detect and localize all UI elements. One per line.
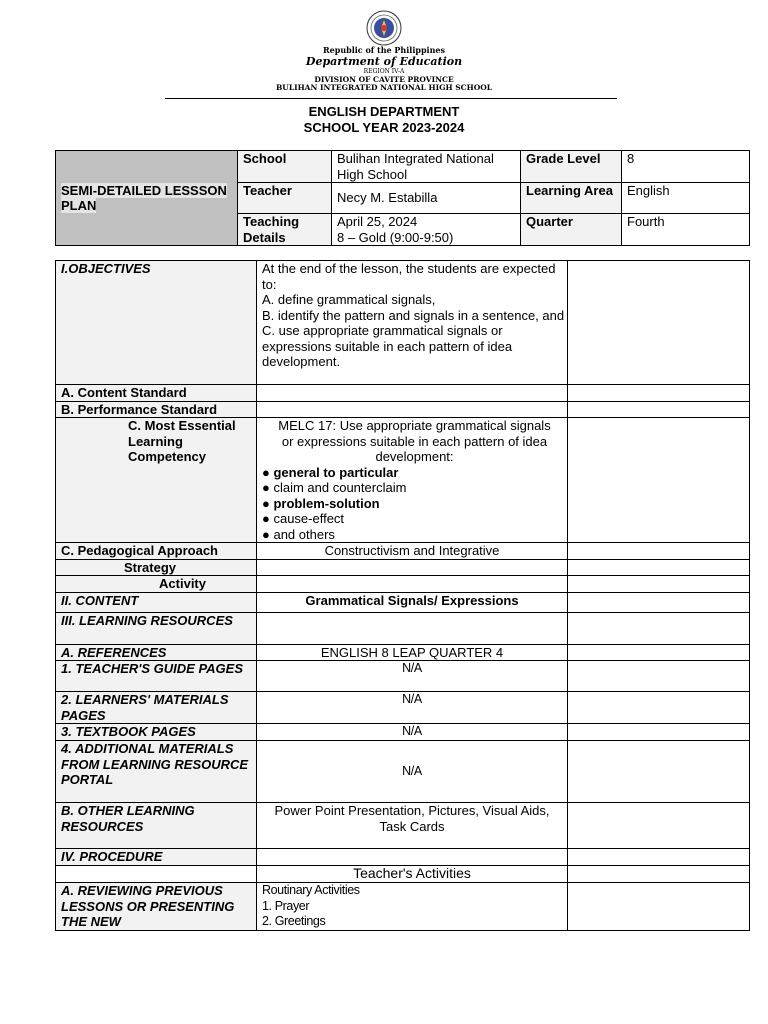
teacher-value: Necy M. Estabilla [332, 183, 521, 214]
pedagogical-approach-value: Constructivism and Integrative [257, 543, 568, 560]
list-item: Routinary Activities [262, 883, 360, 897]
list-item: 1. Prayer [262, 898, 310, 913]
list-item: ● and others [262, 526, 335, 542]
school-line: BULIHAN INTEGRATED NATIONAL HIGH SCHOOL [275, 83, 493, 92]
teacher-label: Teacher [238, 183, 332, 214]
deped-seal-icon [366, 10, 402, 46]
learning-area-label: Learning Area [521, 183, 622, 214]
procedure-label: IV. PROCEDURE [56, 849, 257, 866]
strategy-label: Strategy [56, 559, 257, 576]
reviewing-lessons-label: A. REVIEWING PREVIOUS LESSONS OR PRESENTING THE NEW [56, 883, 257, 931]
textbook-pages-value: N/A [257, 724, 568, 741]
content-standard-label: A. Content Standard [56, 385, 257, 402]
quarter-value: Fourth [622, 214, 750, 246]
performance-standard-label: B. Performance Standard [56, 401, 257, 418]
activity-label: Activity [56, 576, 257, 593]
routinary-activities [257, 883, 568, 931]
teaching-details-label: Teaching Details [238, 214, 332, 246]
pedagogical-approach-label: C. Pedagogical Approach [56, 543, 257, 560]
content-value: Grammatical Signals/ Expressions [257, 592, 568, 612]
teachers-guide-label: 1. TEACHER'S GUIDE PAGES [56, 661, 257, 692]
school-year-heading: SCHOOL YEAR 2023-2024 [303, 120, 465, 135]
teaching-details-value: April 25, 2024 8 – Gold (9:00-9:50) [332, 214, 521, 246]
grade-level-value: 8 [622, 151, 750, 183]
objectives-text: At the end of the lesson, the students are expected to: A. define grammatical signals, B. identify the pattern and signals in a sentence, and C. use appropriate grammatical signals or expressions suitable in each pattern of idea development. [257, 261, 568, 385]
region-line: REGION IV-A [363, 68, 405, 75]
division-line: DIVISION OF CAVITE PROVINCE [314, 75, 454, 84]
objectives-label: I.OBJECTIVES [56, 261, 257, 385]
list-item: ● problem-solution [262, 495, 380, 511]
additional-materials-value: N/A [257, 741, 568, 803]
school-value: Bulihan Integrated National High School [332, 151, 521, 183]
learning-area-value: English [622, 183, 750, 214]
department-line: Department of Education [305, 55, 463, 68]
content-label: II. CONTENT [56, 592, 257, 612]
list-item: ● general to particular [262, 464, 399, 480]
teacher-activities-header: Teacher's Activities [257, 866, 568, 883]
melc-text: MELC 17: Use appropriate grammatical signals or expressions suitable in each pattern of idea development: ● general to particular ● claim and counterclaim ● problem-solution ● cause-effect ● and others [257, 418, 568, 543]
melc-label: C. Most Essential Learning Competency [56, 418, 257, 543]
additional-materials-label: 4. ADDITIONAL MATERIALS FROM LEARNING RESOURCE PORTAL [56, 741, 257, 803]
school-label: School [238, 151, 332, 183]
list-item: ● cause-effect [262, 511, 345, 526]
list-item: ● claim and counterclaim [262, 480, 407, 495]
textbook-pages-label: 3. TEXTBOOK PAGES [56, 724, 257, 741]
references-label: A. REFERENCES [56, 644, 257, 661]
references-value: ENGLISH 8 LEAP QUARTER 4 [257, 644, 568, 661]
learners-materials-value: N/A [257, 692, 568, 724]
quarter-label: Quarter [521, 214, 622, 246]
learning-resources-label: III. LEARNING RESOURCES [56, 612, 257, 644]
republic-line: Republic of the Philippines [322, 45, 445, 55]
teachers-guide-value: N/A [257, 661, 568, 692]
other-resources-value: Power Point Presentation, Pictures, Visual Aids, Task Cards [257, 803, 568, 849]
other-resources-label: B. OTHER LEARNING RESOURCES [56, 803, 257, 849]
header-divider [165, 98, 617, 99]
lesson-info-table [55, 150, 750, 246]
department-heading: ENGLISH DEPARTMENT [308, 104, 460, 119]
learners-materials-label: 2. LEARNERS' MATERIALS PAGES [56, 692, 257, 724]
melc-list [262, 465, 567, 543]
lesson-plan-title: SEMI-DETAILED LESSSON PLAN [56, 151, 238, 246]
lesson-plan-table [55, 260, 750, 931]
list-item: 2. Greetings [262, 914, 326, 928]
grade-level-label: Grade Level [521, 151, 622, 183]
